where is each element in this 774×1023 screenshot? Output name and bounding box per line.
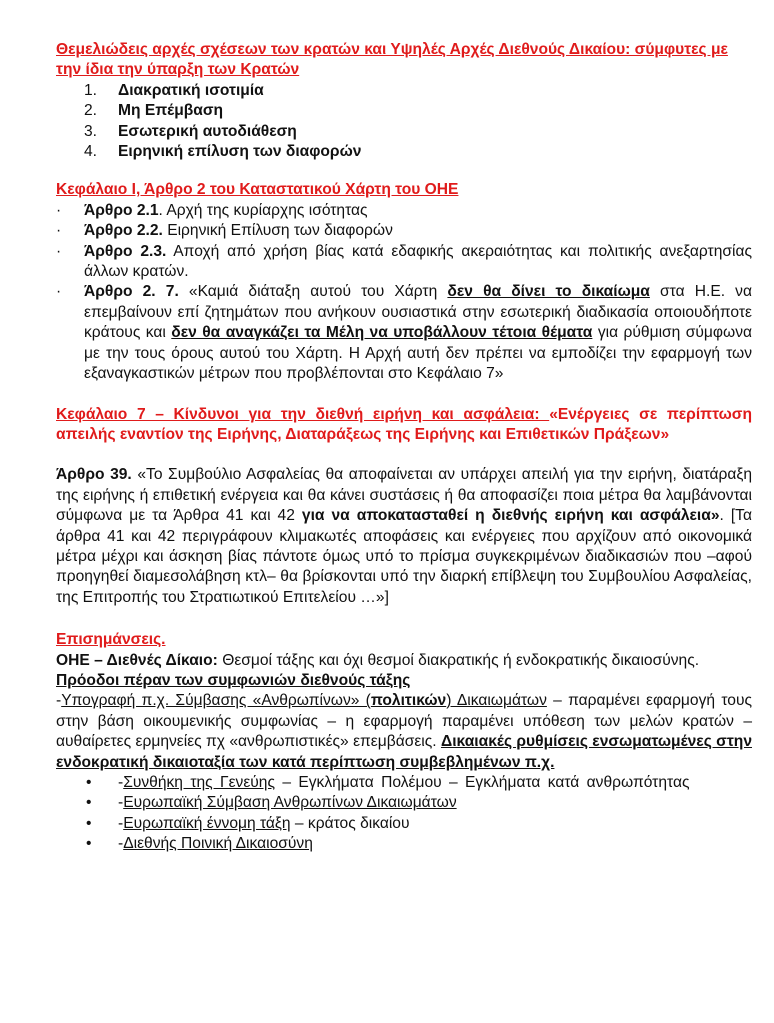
chapter7-subtitle: «Ενέργειες σε περίπτωση απειλής εναντίον της Ειρήνης, Διαταράξεως της Ειρήνης και Επιθετικών Πράξεων» <box>56 405 752 443</box>
bullet-icon: • <box>86 794 92 812</box>
principle-text: Διακρατική ισοτιμία <box>118 81 264 99</box>
principle-text: Εσωτερική αυτοδιάθεση <box>118 122 297 140</box>
chapter1-title: Κεφάλαιο Ι, Άρθρο 2 του Καταστατικού Χάρτη του ΟΗΕ <box>56 181 459 199</box>
article-item-2-7 <box>56 282 752 384</box>
article-text: «Το Συμβούλιο Ασφαλείας θα αποφαίνεται αν υπάρχει απειλή για την ειρήνη, διατάραξη της ειρήνης ή επιθετική ενέργεια και θα κάνει συστάσεις ή θα αποφασίζει ποια μέτρα θα λαμβάνονται σύμφωνα με τα Άρθρα 41 και 42 <box>56 466 753 525</box>
principle-number: 1. <box>84 81 98 99</box>
principle-number: 3. <box>84 122 98 140</box>
signing-rest: – παραμένει εφαρμογή τους στην βάση οικουμενικής συμφωνίας – η εφαρμογή παραμένει υπόθεση των μελών κρατών – αυθαίρετες ερμηνείες πχ «ανθρωπιστικές» επεμβάσεις. <box>56 692 752 751</box>
emphasis-text: για να αποκατασταθεί η διεθνής ειρήνη και ασφάλεια» <box>301 507 720 525</box>
example-item <box>56 773 752 793</box>
emphasis-text: Δικαιακές ρυθμίσεις ενσωματωμένες στην ενδοκρατική δικαιοταξία των κατά περίπτωση συμβεβλημένων π.χ. <box>56 733 752 771</box>
notes-title: Επισημάνσεις. <box>56 631 166 649</box>
dash: - <box>118 794 124 812</box>
example-rest: – Εγκλήματα Πολέμου – Εγκλήματα κατά ανθρωπότητας <box>275 774 690 791</box>
example-item <box>56 814 752 834</box>
example-item <box>56 793 752 813</box>
article-label: Άρθρο 2. 7. <box>84 283 179 301</box>
article-text: Ειρηνική Επίλυση των διαφορών <box>162 222 393 240</box>
un-paragraph <box>56 651 752 671</box>
article-text: για ρύθμιση σύμφωνα με την τους όρους αυτού του Χάρτη. Η Αρχή αυτή δεν πρέπει να εμποδίζει την εφαρμογή των εξαναγκαστικών μέτρων που προβλέπονται στο Κεφάλαιο 7» <box>84 324 753 383</box>
bullet-icon: · <box>56 201 62 219</box>
article-label: Άρθρο 2.1 <box>84 201 159 219</box>
emphasis-text: δεν θα αναγκάζει τα Μέλη να υποβάλλουν τέτοια θέματα <box>171 324 593 342</box>
bullet-icon: • <box>86 774 92 791</box>
dash: - <box>118 814 124 832</box>
bullet-icon: • <box>86 835 92 853</box>
principle-number: 4. <box>84 143 98 161</box>
chapter1-articles <box>56 201 752 385</box>
signing-text: Υπογραφή π.χ. Σύμβασης «Ανθρωπίνων» ( <box>61 692 371 710</box>
principle-item <box>56 142 752 162</box>
bullet-icon: · <box>56 242 62 260</box>
dash: - <box>118 774 124 791</box>
article-text: «Καμιά διάταξη αυτού του Χάρτη <box>178 283 448 301</box>
bullet-icon: · <box>56 222 62 240</box>
article-item <box>56 201 752 221</box>
principles-list <box>56 81 752 163</box>
article-text: . Αρχή της κυρίαρχης ισότητας <box>158 201 368 219</box>
principle-text: Μη Επέμβαση <box>118 102 224 120</box>
example-link: Ευρωπαϊκή Σύμβαση Ανθρωπίνων Δικαιωμάτων <box>123 794 457 812</box>
emphasis-text: δεν θα δίνει το δικαίωμα <box>447 283 650 301</box>
signing-paragraph <box>56 691 752 773</box>
article-item <box>56 221 752 241</box>
signing-link <box>61 692 547 709</box>
article-text: Αποχή από χρήση βίας κατά εδαφικής ακεραιότητας και πολιτικής ανεξαρτησίας άλλων κρατών. <box>84 242 752 281</box>
signing-bold: πολιτικών <box>370 692 447 710</box>
dash: - <box>56 692 62 710</box>
principle-item <box>56 122 752 142</box>
intro-title: Θεμελιώδεις αρχές σχέσεων των κρατών και Υψηλές Αρχές Διεθνούς Δικαίου: σύμφυτες με την ίδια την ύπαρξη των Κρατών <box>56 41 728 79</box>
example-link: Ευρωπαϊκή έννομη τάξη <box>123 814 291 832</box>
principle-item <box>56 81 752 101</box>
example-rest: – κράτος δικαίου <box>290 814 410 832</box>
article-text: στα Η.Ε. να επεμβαίνουν επί ζητημάτων που ανήκουν ουσιαστικά στην εσωτερική διαδικασία οποιουδήποτε κράτους και <box>84 283 752 342</box>
dash: - <box>118 835 124 853</box>
example-item <box>56 834 752 854</box>
article-label: Άρθρο 2.3. <box>84 242 167 260</box>
signing-text: ) Δικαιωμάτων <box>446 692 547 710</box>
notes-section <box>56 630 752 854</box>
principle-number: 2. <box>84 102 98 120</box>
un-label: ΟΗΕ – Διεθνές Δίκαιο: <box>56 651 218 669</box>
article39-paragraph <box>56 465 752 608</box>
bullet-icon: · <box>56 283 62 301</box>
chapter7-title: Κεφάλαιο 7 – Κίνδυνοι για την διεθνή ειρήνη και ασφάλεια: <box>56 405 550 423</box>
article-item <box>56 242 752 283</box>
examples-list <box>56 773 752 855</box>
chapter1-section <box>56 180 752 384</box>
un-text: Θεσμοί τάξης και όχι θεσμοί διακρατικής ή ενδοκρατικής δικαιοσύνης. <box>217 651 700 669</box>
example-link: Διεθνής Ποινική Δικαιοσύνη <box>123 835 313 853</box>
principle-item <box>56 101 752 121</box>
document-page <box>56 40 752 855</box>
principle-text: Ειρηνική επίλυση των διαφορών <box>118 143 362 161</box>
progress-title: Πρόοδοι πέραν των συμφωνιών διεθνούς τάξης <box>56 671 411 689</box>
article-label: Άρθρο 2.2. <box>84 222 163 240</box>
example-link: Συνθήκη της Γενεύης <box>123 774 275 791</box>
chapter7-section <box>56 405 752 446</box>
article-text: . [Τα άρθρα 41 και 42 περιγράφουν κλιμακωτές αποφάσεις και ενέργειες που αρχίζουν από οικονομικά μέτρα μέχρι και άσκηση βίας πάντοτε όμως υπό το πρίσμα συγκεκριμένων διαδικασιών που –αφού προηγηθεί διαμεσολάβηση κτλ– θα βρίσκονται υπό την διαρκή επίβλεψη του Συμβουλίου Ασφαλείας, της Επιτροπής του Στρατιωτικού Επιτελείου …»] <box>56 507 752 606</box>
bullet-icon: • <box>86 814 92 832</box>
article-label: Άρθρο 39. <box>56 466 132 484</box>
